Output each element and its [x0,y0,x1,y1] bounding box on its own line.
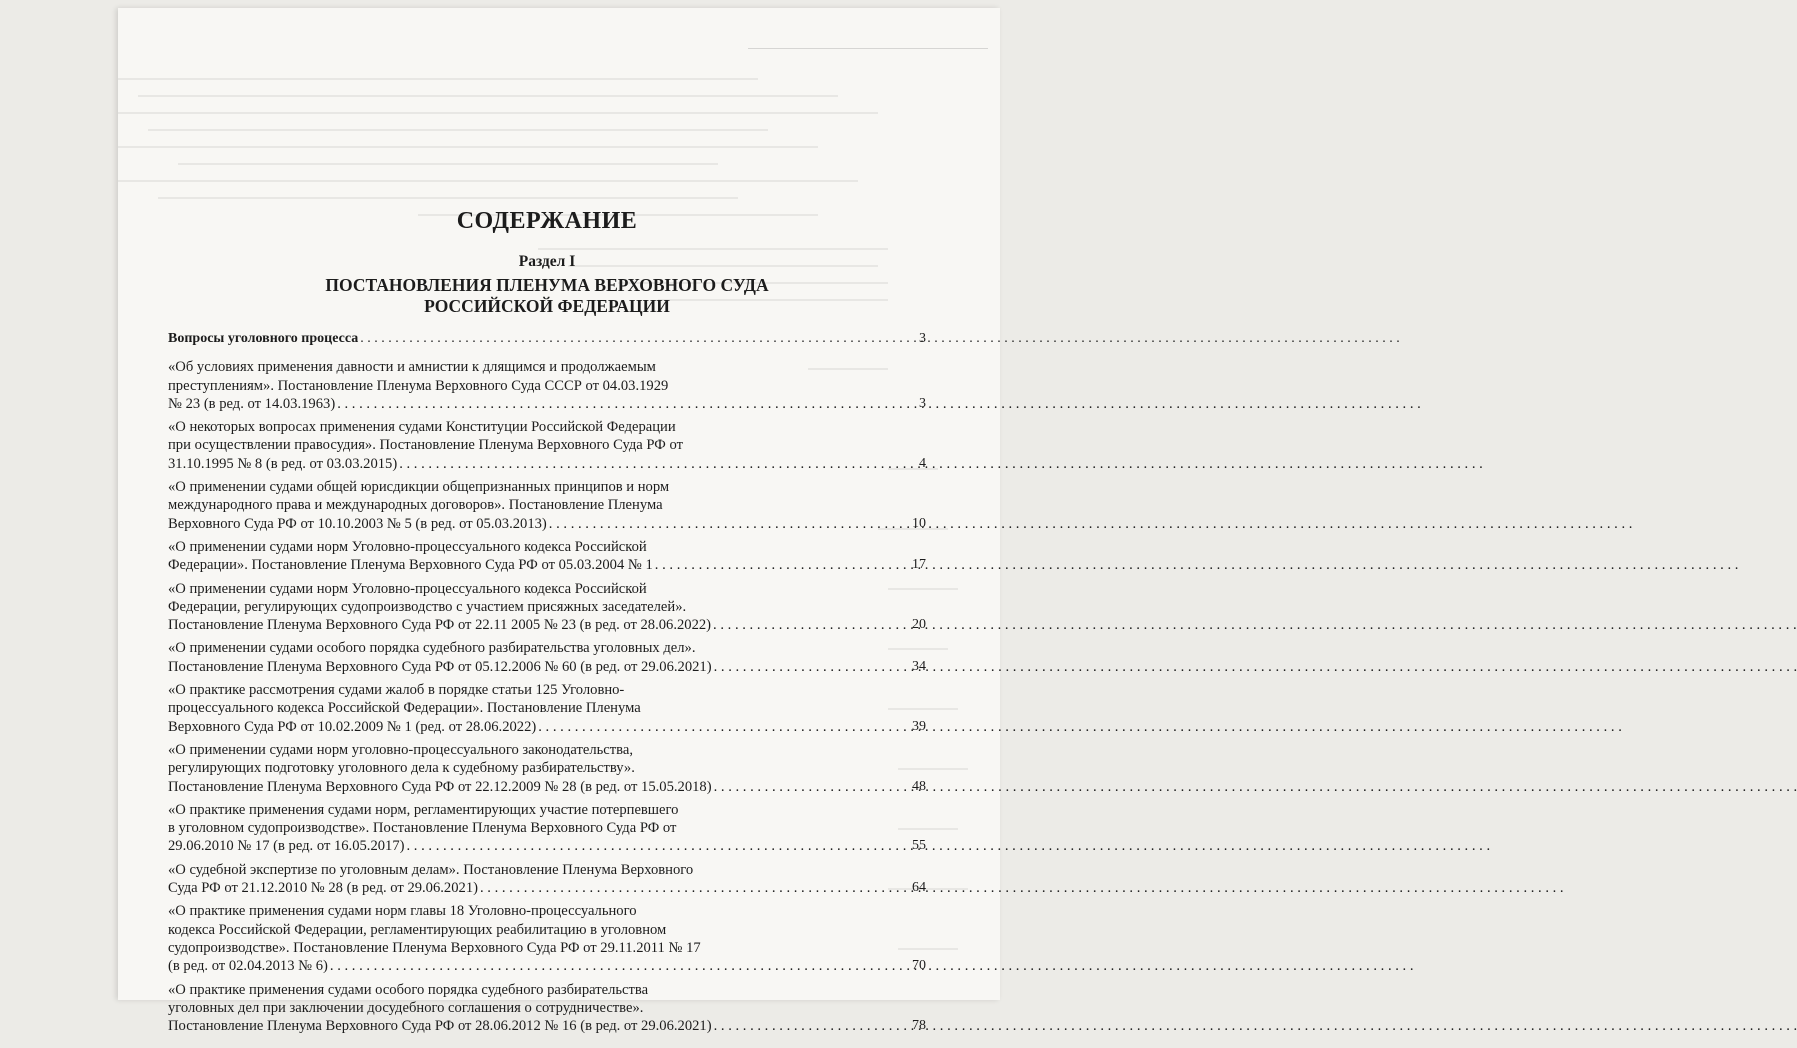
toc-entry-line: 29.06.2010 № 17 (в ред. от 16.05.2017) [168,838,405,855]
toc-entry[interactable] [168,418,926,473]
toc-entry-line: кодекса Российской Федерации, регламентирующих реабилитацию в уголовном [168,921,667,938]
toc-entry-line: в уголовном судопроизводстве». Постановление Пленума Верховного Суда РФ от [168,820,677,837]
toc-entry-line: Суда РФ от 21.12.2010 № 28 (в ред. от 29.06.2021) [168,880,478,897]
toc-entry-line: «О применении судами общей юрисдикции общепризнанных принципов и норм [168,479,670,496]
bleed-through-header [748,38,988,49]
toc-entry-line: Постановление Пленума Верховного Суда РФ от 28.06.2012 № 16 (в ред. от 29.06.2021) [168,1018,712,1035]
toc-entry-last-line [168,879,892,897]
toc-entry-last-line [168,837,892,855]
dot-leader [538,718,1622,736]
dot-leader [337,395,1421,413]
toc-entry-line: «О судебной экспертизе по уголовным делам». Постановление Пленума Верховного [168,861,694,878]
toc-entry-line: «О практике применения судами норм, регламентирующих участие потерпевшего [168,801,679,818]
toc-entry[interactable] [168,478,926,533]
toc-entry-list [168,330,926,1035]
dot-leader [714,1017,1797,1035]
toc-entry-last-line [168,515,892,533]
dot-leader [713,616,1797,634]
dot-leader [480,879,1564,897]
toc-entry-line: уголовных дел при заключении досудебного соглашения о сотрудничестве». [168,999,644,1016]
toc-entry-last-line [168,616,892,634]
toc-entry-line: судопроизводстве». Постановление Пленума Верховного Суда РФ от 29.11.2011 № 17 [168,939,701,956]
toc-entry-last-line [168,957,892,975]
toc-entry-line: «О применении судами норм уголовно-процессуального законодательства, [168,741,633,758]
toc-entry-last-line [168,556,892,574]
toc-entry-line: Постановление Пленума Верховного Суда РФ от 22.11 2005 № 23 (в ред. от 28.06.2022) [168,617,712,634]
toc-entry-line: «О применении судами норм Уголовно-процессуального кодекса Российской [168,538,647,555]
page-number: 4 [919,455,926,471]
toc-entry-line: международного права и международных договоров». Постановление Пленума [168,497,663,514]
dot-leader [549,515,1633,533]
toc-entry-line: при осуществлении правосудия». Постановление Пленума Верховного Суда РФ от [168,437,683,454]
toc-entry-line: «О некоторых вопросах применения судами Конституции Российской Федерации [168,419,676,436]
dot-leader [407,837,1491,855]
toc-entry-last-line [168,658,892,676]
toc-entry-last-line [168,778,892,796]
toc-entry-line: Федерации». Постановление Пленума Верховного Суда РФ от 05.03.2004 № 1 [168,557,653,574]
toc-entry[interactable] [168,681,926,736]
toc-entry-line: (в ред. от 02.04.2013 № 6) [168,958,328,975]
page-number: 17 [912,557,926,573]
dot-leader [655,556,1739,574]
page-number: 48 [912,778,926,794]
dot-leader [360,330,1400,348]
page-number: 70 [912,958,926,974]
toc-entry[interactable] [168,538,926,575]
dot-leader [714,778,1797,796]
toc-entry-line: Постановление Пленума Верховного Суда РФ от 05.12.2006 № 60 (в ред. от 29.06.2021) [168,658,712,675]
toc-entry-last-line [168,718,892,736]
book-page [118,8,1000,1035]
toc-entry-line: преступлениям». Постановление Пленума Верховного Суда СССР от 04.03.1929 [168,377,669,394]
page-title: СОДЕРЖАНИЕ [456,208,638,234]
page-number: 64 [912,880,926,896]
section-title: ПОСТАНОВЛЕНИЯ ПЛЕНУМА ВЕРХОВНОГО СУДА РОССИЙСКОЙ ФЕДЕРАЦИИ [325,275,769,316]
toc-entry-line: Федерации, регулирующих судопроизводство с участием присяжных заседателей». [168,598,687,615]
toc-entry[interactable] [168,639,926,676]
dot-leader [399,455,1483,473]
page-number: 78 [912,1018,926,1034]
toc-entry[interactable] [168,902,926,975]
toc-entry-last-line [168,1017,892,1035]
toc-entry-line: Верховного Суда РФ от 10.02.2009 № 1 (ред. от 28.06.2022) [168,718,537,735]
page-number: 34 [912,658,926,674]
toc-entry-line: «О практике применения судами норм главы 18 Уголовно-процессуального [168,903,637,920]
page-number: 20 [912,617,926,633]
toc-entry-line: № 23 (в ред. от 14.03.1963) [168,395,336,412]
toc-entry[interactable] [168,358,926,413]
toc-heading-entry[interactable] [168,330,926,348]
toc-entry-line: процессуального кодекса Российской Федерации». Постановление Пленума [168,700,641,717]
section-label: Раздел I [518,253,576,270]
page-number: 55 [912,838,926,854]
page-number: 3 [919,331,926,346]
toc-entry-last-line [168,455,892,473]
page-number: 3 [919,395,926,411]
dot-leader [330,957,1414,975]
toc-entry-line: Постановление Пленума Верховного Суда РФ от 22.12.2009 № 28 (в ред. от 15.05.2018) [168,778,712,795]
toc-entry[interactable] [168,801,926,856]
table-of-contents [168,208,926,1040]
toc-entry-line: регулирующих подготовку уголовного дела к судебному разбирательству». [168,760,635,777]
toc-entry[interactable] [168,741,926,796]
dot-leader [714,658,1797,676]
toc-entry[interactable] [168,981,926,1036]
page-number: 39 [912,718,926,734]
toc-entry[interactable] [168,861,926,898]
toc-entry-line: «О практике рассмотрения судами жалоб в порядке статьи 125 Уголовно- [168,682,625,699]
toc-entry-last-line [168,395,892,413]
toc-entry-last-line [168,330,892,348]
toc-entry-line: Верховного Суда РФ от 10.10.2003 № 5 (в ред. от 05.03.2013) [168,515,547,532]
toc-entry[interactable] [168,580,926,635]
toc-entry-line: «О применении судами особого порядка судебного разбирательства уголовных дел». [168,640,696,657]
toc-entry-line: 31.10.1995 № 8 (в ред. от 03.03.2015) [168,455,398,472]
toc-entry-line: «Об условиях применения давности и амнистии к длящимся и продолжаемым [168,359,656,376]
toc-entry-line: Вопросы уголовного процесса [168,331,359,346]
toc-entry-line: «О применении судами норм Уголовно-процессуального кодекса Российской [168,580,647,597]
toc-entry-line: «О практике применения судами особого порядка судебного разбирательства [168,981,649,998]
page-number: 10 [912,515,926,531]
